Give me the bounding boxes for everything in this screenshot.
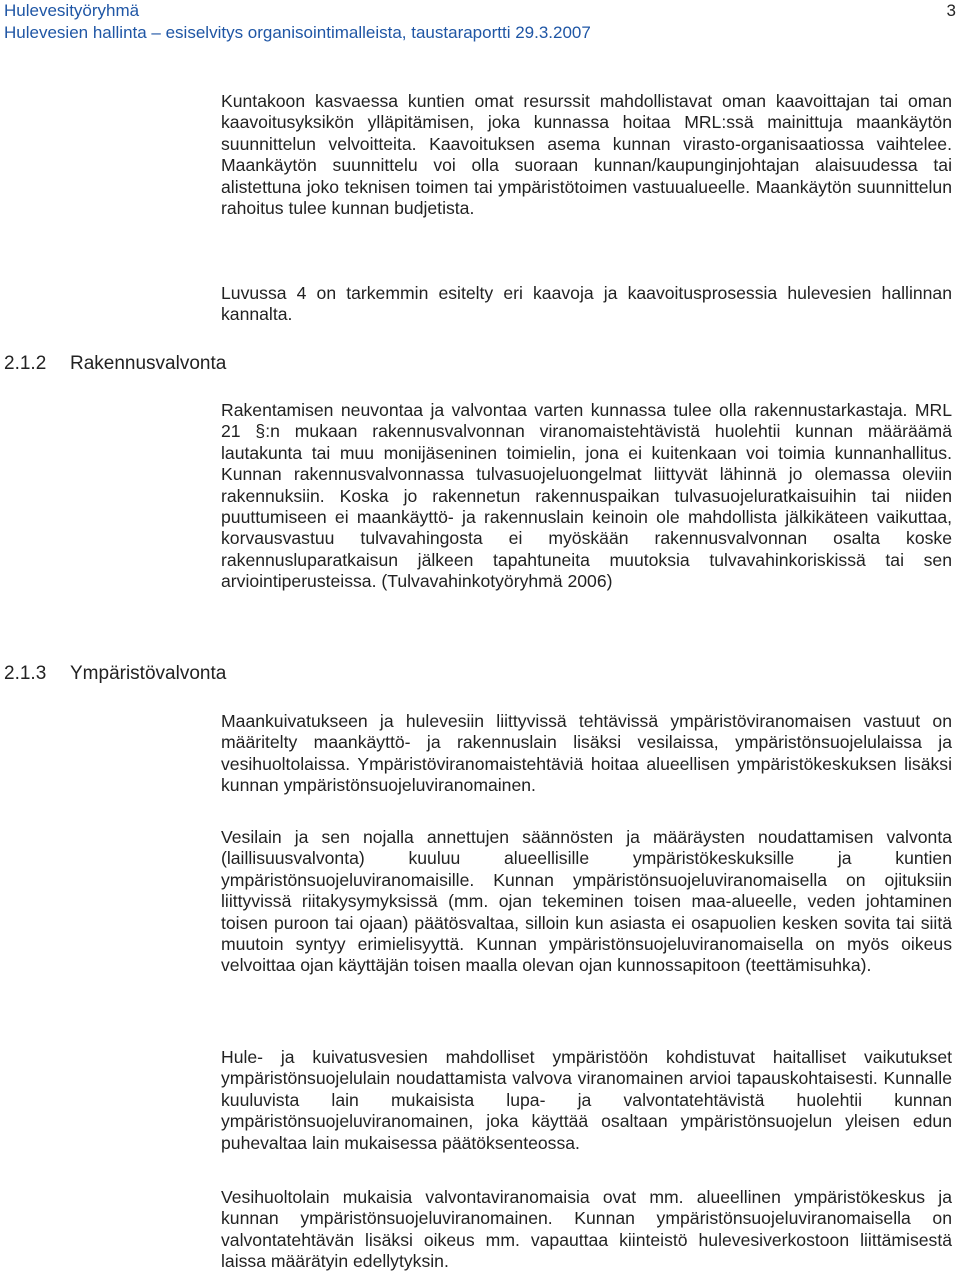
header-subtitle: Hulevesien hallinta – esiselvitys organisointimalleista, taustaraportti 29.3.2007 <box>4 23 591 42</box>
ymparistovalvonta-paragraph-2: Vesilain ja sen nojalla annettujen säännösten ja määräysten noudattamisen valvonta (laillisuusvalvonta) kuuluu alueellisille ympäristökeskuksille ja kuntien ympäristönsuojeluviranomaisille. Kunnan ympäristönsuojeluviranomaisella on ojituksiin liittyvissä riitakysymyksissä (mm. ojan tekeminen toisen maa-alueelle, veden johtaminen toisen puroon tai ojaan) päätösvaltaa, silloin kun asiasta ei osapuolien kesken sovita tai siitä muutoin syntyy erimielisyyttä. Kunnan ympäristönsuojeluviranomaisella on myös oikeus velvoittaa ojan käyttäjän toisen maalla olevan ojan kunnossapitoon (teettämisuhka). <box>221 827 952 976</box>
rakennusvalvonta-paragraph-1: Rakentamisen neuvontaa ja valvontaa varten kunnassa tulee olla rakennustarkastaja. MRL 21 §:n mukaan rakennusvalvonnan viranomaistehtävistä huolehtii kunnan määräämä lautakunta tai muu monijäseninen toimielin, jona ei kuitenkaan voi toimia kunnanhallitus. Kunnan rakennusvalvonnassa tulvasuojeluongelmat liittyvät lähinnä jo olemassa oleviin rakennuksiin. Koska jo rakennetun rakennuspaikan tulvasuojeluratkaisuihin tai niiden puuttumiseen ei maankäyttö- ja rakennuslain keinoin ole mahdollista jälkikäteen vaikuttaa, korvausvastuu tulvavahingosta ei myöskään rakennusvalvonnan osalta koske rakennusluparatkaisun jälkeen tapahtuneita muutoksia tulvavahinkoriskissä tai sen arviointiperusteissa. (Tulvavahinkotyöryhmä 2006) <box>221 400 952 592</box>
header-title: Hulevesityöryhmä <box>4 1 140 20</box>
ymparistovalvonta-paragraph-1: Maankuivatukseen ja hulevesiin liittyvissä tehtävissä ympäristöviranomaisen vastuut on määritelty maankäyttö- ja rakennuslain lisäksi vesilaissa, ympäristönsuojelulaissa ja vesihuoltolaissa. Ympäristöviranomaistehtäviä hoitaa alueellisen ympäristökeskuksen lisäksi kunnan ympäristönsuojeluviranomainen. <box>221 711 952 796</box>
intro-paragraph-2: Luvussa 4 on tarkemmin esitelty eri kaavoja ja kaavoitusprosessia hulevesien hallinnan kannalta. <box>221 283 952 325</box>
page-number: 3 <box>946 1 956 20</box>
section-title: Ympäristövalvonta <box>70 663 227 684</box>
section-number: 2.1.3 <box>4 663 47 684</box>
section-heading-rakennusvalvonta <box>4 352 226 376</box>
intro-paragraph-1: Kuntakoon kasvaessa kuntien omat resurssit mahdollistavat oman kaavoittajan tai oman kaavoitusyksikön ylläpitämisen, joka kunnassa hoitaa MRL:ssä mainittuja maankäytön suunnittelun velvoitteita. Kaavoituksen asema kunnan virasto-organisaatiossa vaihtelee. Maankäytön suunnittelu voi olla suoraan kunnan/kaupunginjohtajan alaisuudessa tai alistettuna joko teknisen toimen tai ympäristötoimen vastuualueelle. Maankäytön suunnittelun rahoitus tulee kunnan budjetista. <box>221 91 952 219</box>
section-title: Rakennusvalvonta <box>70 353 227 374</box>
ymparistovalvonta-paragraph-3: Hule- ja kuivatusvesien mahdolliset ympäristöön kohdistuvat haitalliset vaikutukset ympäristönsuojelulain noudattamista valvova viranomainen arvioi tapauskohtaisesti. Kunnalle kuuluvista lain mukaisista lupa- ja valvontatehtävistä huolehtii kunnan ympäristönsuojeluviranomainen, joka käyttää osaltaan ympäristönsuojelun yleisen edun puhevaltaa lain mukaisessa päätöksenteossa. <box>221 1047 952 1153</box>
section-number: 2.1.2 <box>4 353 47 374</box>
page-header <box>4 0 956 44</box>
ymparistovalvonta-paragraph-4: Vesihuoltolain mukaisia valvontaviranomaisia ovat mm. alueellinen ympäristökeskus ja kunnan ympäristönsuojeluviranomainen. Kunnan ympäristönsuojeluviranomaisella on valvontatehtävän lisäksi oikeus mm. vapauttaa kiinteistö hulevesiverkostoon liittämisestä laissa määrätyin edellytyksin. <box>221 1187 952 1272</box>
section-heading-ymparistovalvonta <box>4 662 226 686</box>
